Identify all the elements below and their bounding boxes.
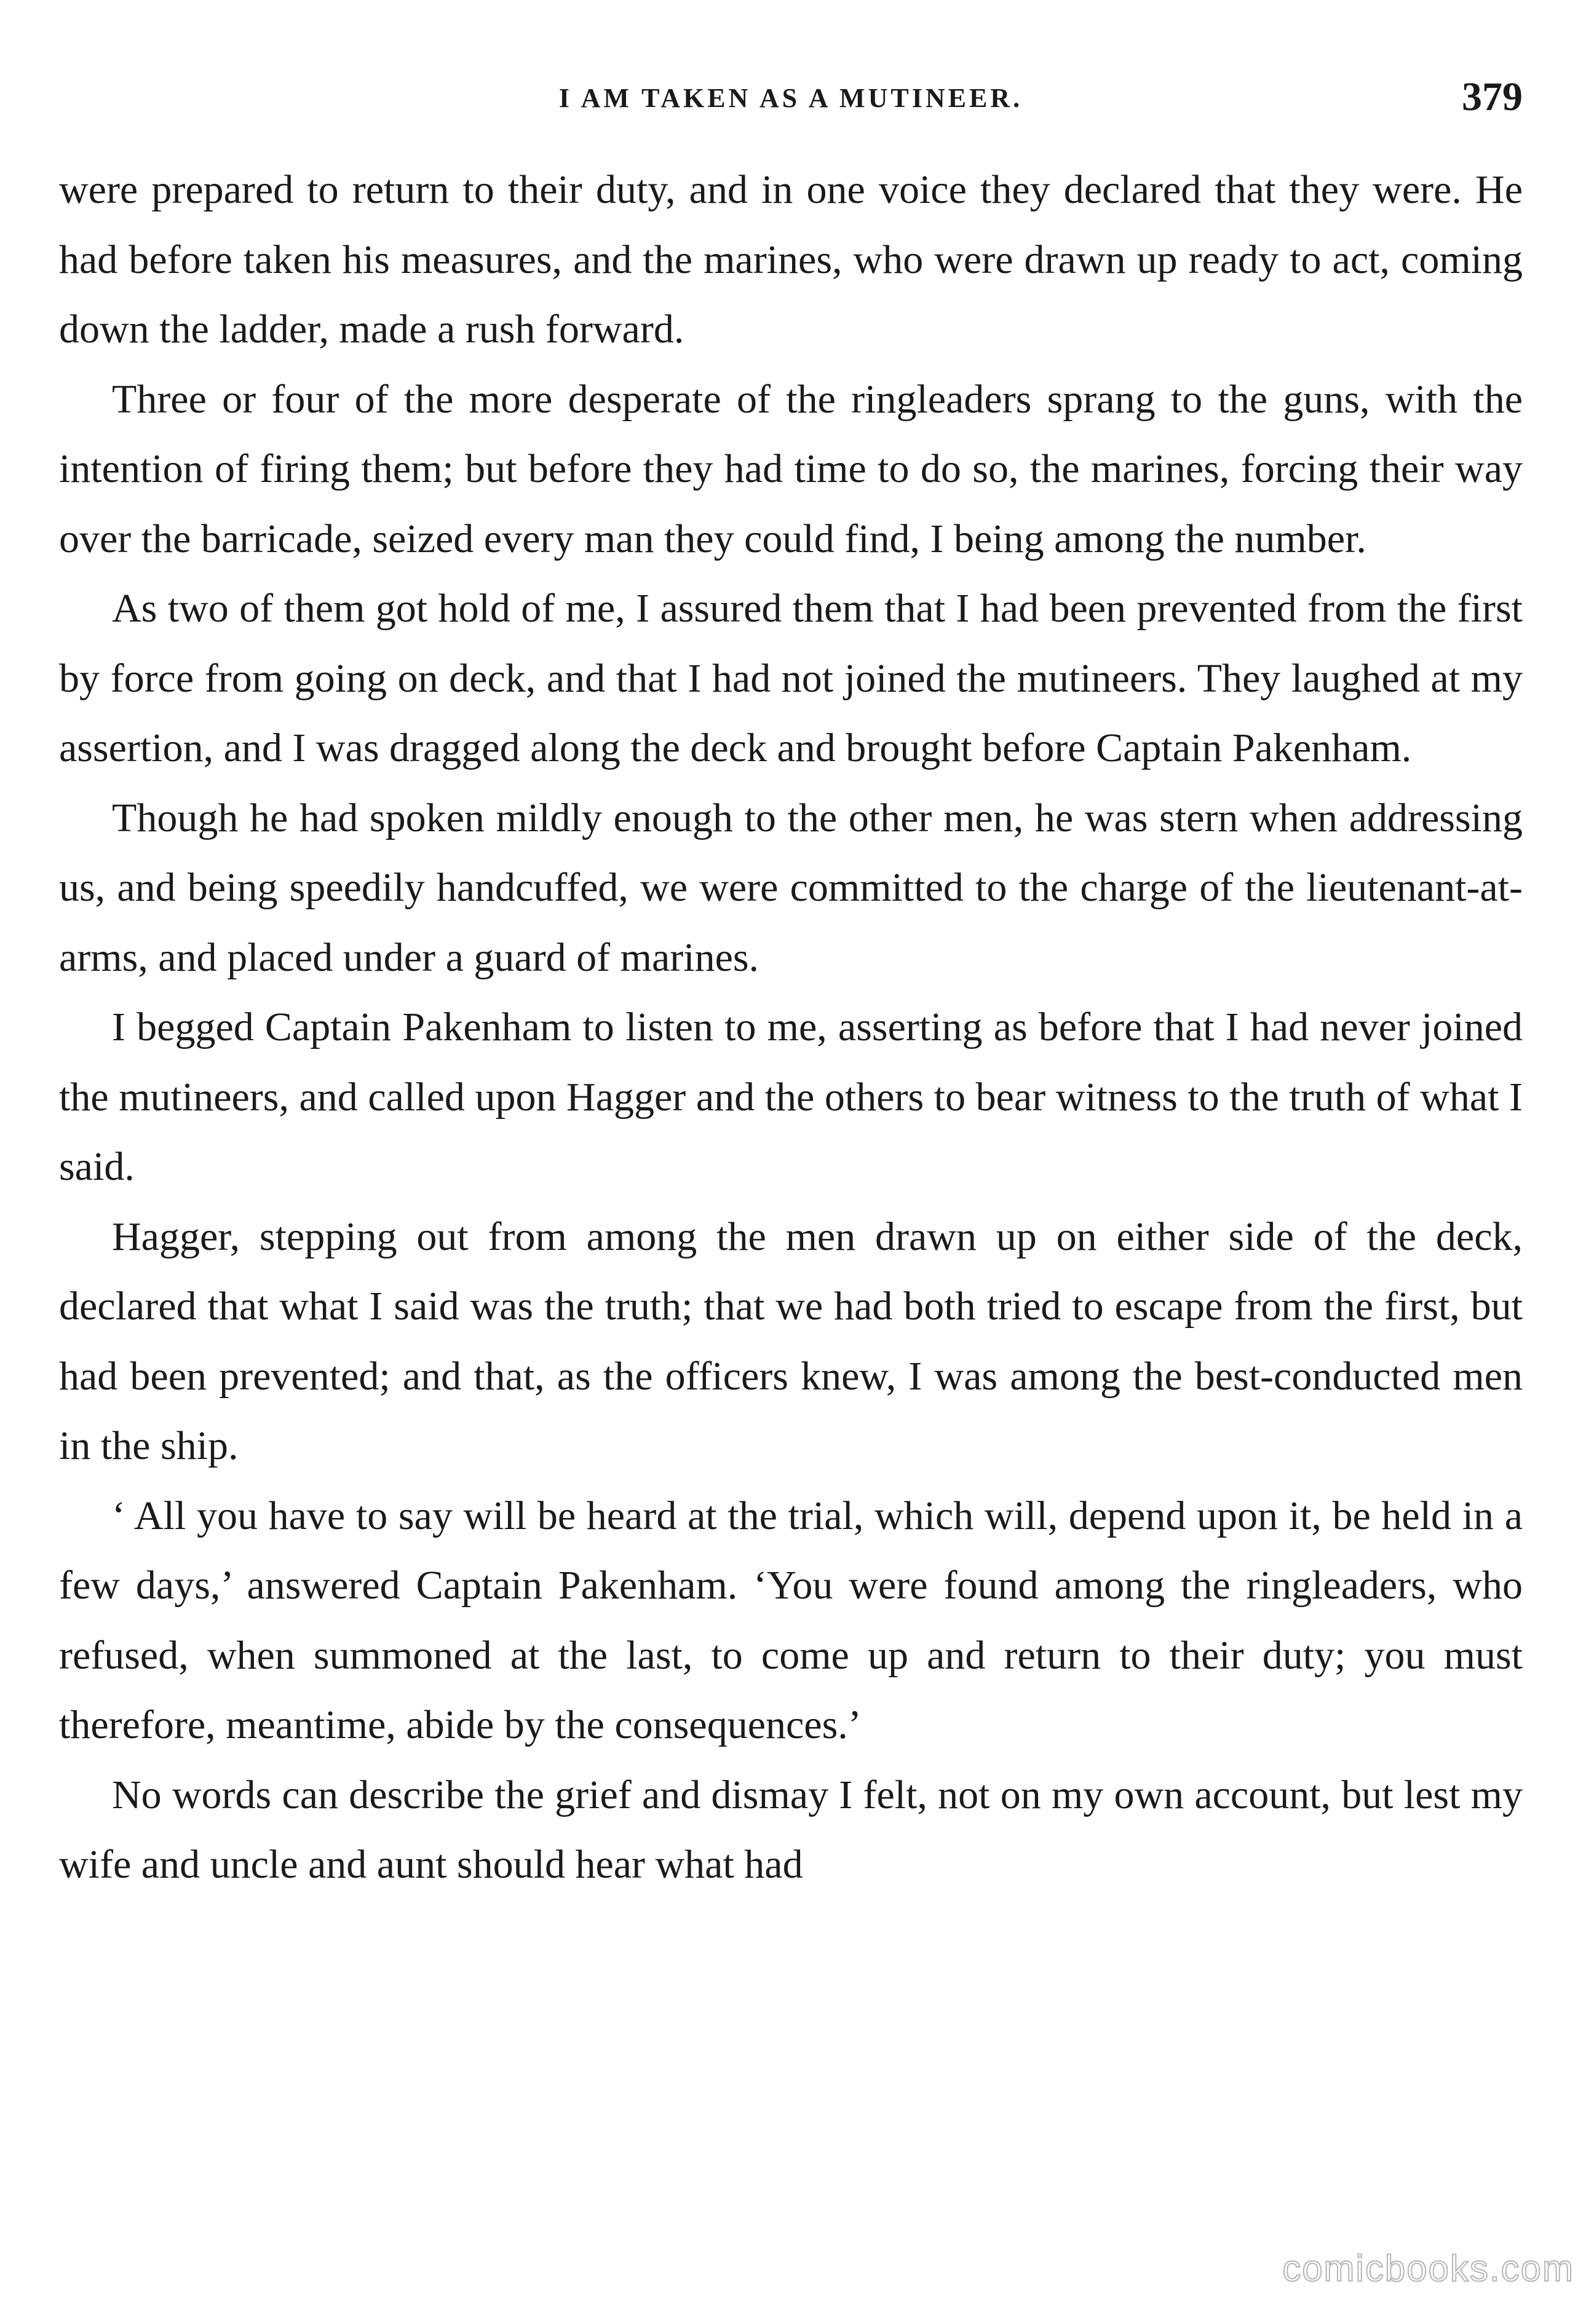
paragraph-continuation: were prepared to return to their duty, and in one voice they declared that they were. He had before taken his measures, and the marines, who were drawn up ready to act, coming down the ladder, made a rush forward. xyxy=(59,167,1523,352)
page-number: 379 xyxy=(1462,74,1523,119)
body-text xyxy=(59,155,1523,1900)
paragraph: Though he had spoken mildly enough to the other men, he was stern when addressing us, and being speedily handcuffed, we were committed to the charge of the lieutenant-at-arms, and placed under a guard of marines. xyxy=(59,795,1523,980)
paragraph: Three or four of the more desperate of the ringleaders sprang to the guns, with the intention of firing them; but before they had time to do so, the marines, forcing their way over the barricade, seized every man they could find, I being among the number. xyxy=(59,376,1523,561)
paragraph: As two of them got hold of me, I assured them that I had been prevented from the first by force from going on deck, and that I had not joined the mutineers. They laughed at my assertion, and I was dragged along the deck and brought before Captain Pakenham. xyxy=(59,586,1523,770)
paragraph: I begged Captain Pakenham to listen to me, asserting as before that I had never joined the mutineers, and called upon Hagger and the others to bear witness to the truth of what I said. xyxy=(59,1005,1523,1189)
paragraph: No words can describe the grief and dismay I felt, not on my own account, but lest my wife and uncle and aunt should hear what had xyxy=(59,1772,1523,1887)
running-head xyxy=(59,74,1523,123)
paragraph: Hagger, stepping out from among the men drawn up on either side of the deck, declared that what I said was the truth; that we had both tried to escape from the first, but had been prevented; and that, as the officers knew, I was among the best-conducted men in the ship. xyxy=(59,1214,1523,1468)
watermark: comicbooks.com xyxy=(1282,2248,1574,2289)
running-title: I AM TAKEN AS A MUTINEER. xyxy=(558,83,1023,113)
paragraph: ‘ All you have to say will be heard at the trial, which will, depend upon it, be held in a few days,’ answered Captain Pakenham. ‘You were found among the ringleaders, who refused, when summoned at the last, to come up and return to their duty; you must therefore, meantime, abide by the consequences.’ xyxy=(59,1493,1523,1747)
